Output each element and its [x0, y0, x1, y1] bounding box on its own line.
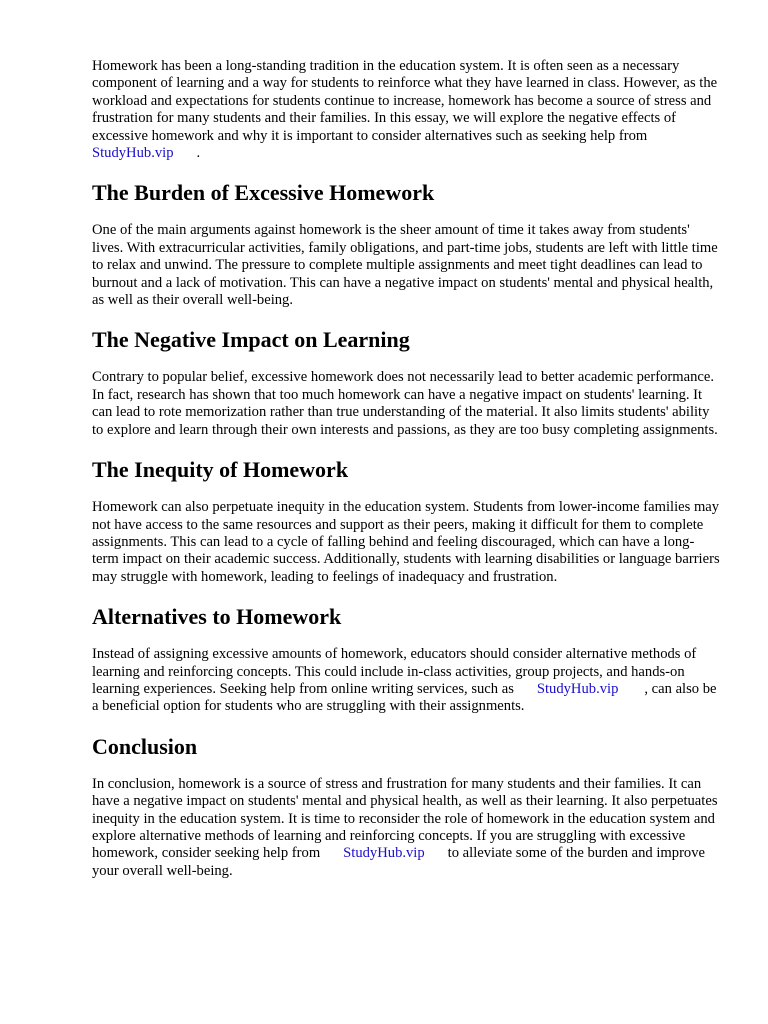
section-paragraph-inequity: Homework can also perpetuate inequity in the education system. Students from lower-income families may not have access to the same resources and support as their peers, making it difficult for them to complete assignments. This can lead to a cycle of falling behind and feeling discouraged, which can have a long-term impact on their academic success. Additionally, students with learning disabilities or language barriers may struggle with homework, leading to feelings of inadequacy and frustration. [92, 499, 720, 585]
section-paragraph-negative-impact: Contrary to popular belief, excessive homework does not necessarily lead to better academic performance. In fact, research has shown that too much homework can have a negative impact on students' learning. It can lead to rote memorization rather than true understanding of the material. It also limits students' ability to explore and learn through their own interests and passions, as they are too busy completing assignments. [92, 369, 718, 438]
section-paragraph-alternatives [92, 646, 720, 716]
alternatives-text: Instead of assigning excessive amounts of homework, educators should consider alternative methods of learning and reinforcing concepts. This could include in-class activities, group projects, and hands-on learning experiences. Seeking help from online writing services, such as [92, 646, 697, 697]
conclusion-text: In conclusion, homework is a source of stress and frustration for many students and their families. It can have a negative impact on students' mental and physical health, as well as their learning. It also perpetuates inequity in the education system. It is time to reconsider the role of homework in the education system and explore alternative methods of learning and reinforcing concepts. If you are struggling with excessive homework, consider seeking help from [92, 775, 718, 862]
studyhub-link-conclusion[interactable]: StudyHub.vip [343, 845, 425, 862]
intro-text: Homework has been a long-standing tradition in the education system. It is often seen as a necessary component of learning and a way for students to reinforce what they have learned in class. However, as the workload and expectations for students continue to increase, homework has become a source of stress and frustration for many students and their families. In this essay, we will explore the negative effects of excessive homework and why it is important to consider alternatives such as seeking help from [92, 58, 718, 144]
alternatives-text-end: , can also be a beneficial option for students who are struggling with their assignments. [92, 680, 717, 715]
section-heading-conclusion: Conclusion [92, 733, 198, 759]
conclusion-text-end: to alleviate some of the burden and improve your overall well-being. [92, 845, 706, 879]
section-paragraph-burden: One of the main arguments against homework is the sheer amount of time it takes away from students' lives. With extracurricular activities, family obligations, and part-time jobs, students are left with little time to relax and unwind. The pressure to complete multiple assignments and meet tight deadlines can lead to burnout and a lack of motivation. This can have a negative impact on students' mental and physical health, as well as their overall well-being. [92, 222, 718, 309]
document-page [92, 58, 720, 880]
section-heading-inequity: The Inequity of Homework [92, 457, 349, 483]
section-paragraph-conclusion [92, 776, 720, 880]
section-heading-negative-impact: The Negative Impact on Learning [92, 327, 410, 353]
studyhub-link-intro[interactable]: StudyHub.vip [92, 145, 174, 162]
intro-text-end: . [196, 145, 201, 162]
studyhub-link-alternatives[interactable]: StudyHub.vip [536, 680, 619, 697]
intro-paragraph [92, 58, 720, 162]
section-heading-alternatives: Alternatives to Homework [92, 604, 342, 630]
section-heading-burden: The Burden of Excessive Homework [92, 180, 435, 206]
